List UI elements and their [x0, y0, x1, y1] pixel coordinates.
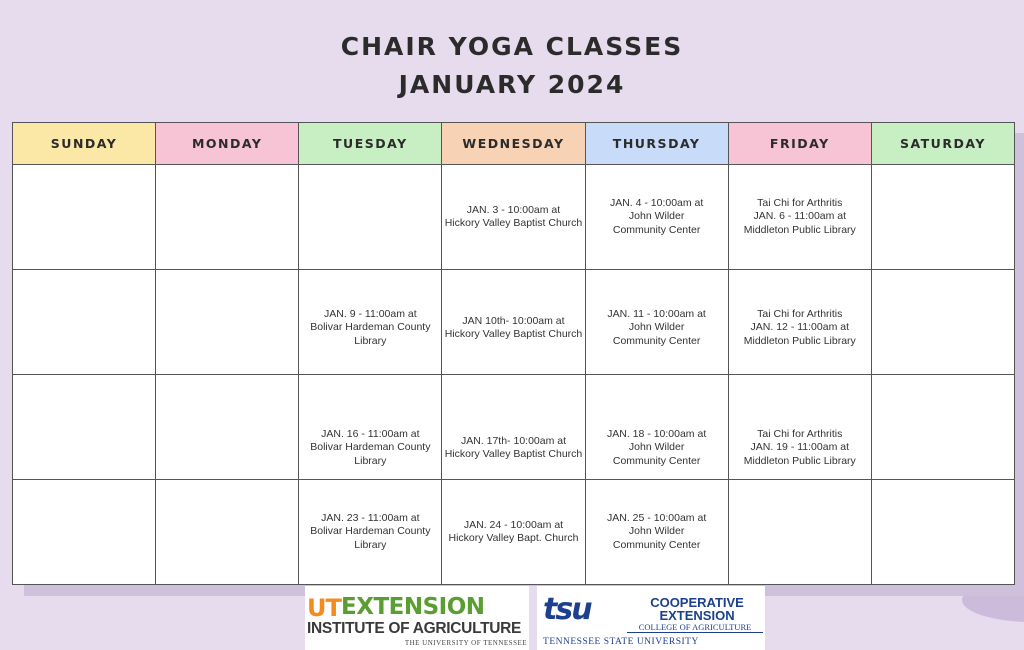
class-entry-line: Tai Chi for Arthritis	[757, 427, 843, 440]
tsu-cooperative-text: COOPERATIVE	[650, 595, 744, 610]
calendar-cell-saturday	[871, 480, 1014, 585]
calendar-cell-sunday	[13, 480, 156, 585]
class-entry	[586, 386, 728, 469]
class-entry	[872, 406, 1014, 448]
class-entry-line: John Wilder	[628, 441, 685, 454]
ut-university-text: THE UNIVERSITY OF TENNESSEE	[404, 639, 528, 647]
calendar-cell-tuesday	[299, 480, 442, 585]
calendar-cell-wednesday	[442, 375, 585, 480]
class-entry-line: Middleton Public Library	[743, 334, 856, 347]
class-entry-line: JAN. 16 - 11:00am at	[321, 427, 420, 440]
calendar-cell-tuesday	[299, 375, 442, 480]
calendar-cell-wednesday	[442, 270, 585, 375]
page-title	[0, 28, 1024, 104]
tsu-university-text: TENNESSEE STATE UNIVERSITY	[543, 637, 699, 647]
class-entry-line: JAN. 12 - 11:00am at	[750, 321, 849, 334]
day-header-tuesday: TUESDAY	[299, 123, 442, 165]
class-entry	[13, 316, 155, 328]
class-entry	[872, 316, 1014, 328]
class-entry-line: JAN. 24 - 10:00am at	[463, 518, 564, 531]
class-entry-line: JAN. 25 - 10:00am at	[607, 511, 707, 524]
calendar-cell-sunday	[13, 270, 156, 375]
class-entry-line: Bolivar Hardeman County	[310, 525, 431, 538]
class-entry-line: John Wilder	[628, 210, 685, 223]
class-entry-line: JAN 10th- 10:00am at	[462, 314, 565, 327]
tsu-college-text: COLLEGE OF AGRICULTURE	[627, 622, 763, 633]
class-entry-line: Community Center	[612, 538, 701, 551]
calendar-cell-friday	[728, 480, 871, 585]
class-entry	[442, 393, 584, 462]
week-row	[13, 480, 1015, 585]
class-entry-line: JAN. 17th- 10:00am at	[460, 434, 567, 447]
day-header-row	[13, 123, 1015, 165]
class-entry	[299, 512, 441, 553]
class-entry-line: Library	[354, 538, 387, 551]
class-entry-line: Community Center	[612, 454, 701, 467]
class-entry	[299, 296, 441, 349]
class-entry-line: Tai Chi for Arthritis	[757, 196, 843, 209]
day-header-sunday: SUNDAY	[13, 123, 156, 165]
class-entry-line: Library	[354, 454, 387, 467]
calendar-cell-wednesday	[442, 480, 585, 585]
day-header-monday: MONDAY	[156, 123, 299, 165]
week-row	[13, 165, 1015, 270]
day-header-saturday: SATURDAY	[871, 123, 1014, 165]
tsu-cooperative-extension-logo	[529, 586, 765, 650]
class-entry-line: JAN. 19 - 11:00am at	[750, 441, 849, 454]
class-entry-line: Library	[354, 334, 387, 347]
calendar-cell-thursday	[585, 375, 728, 480]
class-entry-line: Hickory Valley Baptist Church	[444, 328, 583, 340]
footer-logos	[305, 586, 765, 650]
class-entry	[729, 386, 871, 469]
calendar-cell-thursday	[585, 480, 728, 585]
day-header-wednesday: WEDNESDAY	[442, 123, 585, 165]
calendar-cell-wednesday	[442, 165, 585, 270]
class-entry-line: Hickory Valley Bapt. Church	[448, 532, 579, 544]
class-entry-line: Community Center	[612, 223, 701, 236]
week-row	[13, 375, 1015, 480]
class-entry-line: Community Center	[612, 334, 701, 347]
class-entry-line: JAN. 11 - 10:00am at	[607, 307, 706, 320]
calendar-cell-saturday	[871, 270, 1014, 375]
calendar-body	[13, 165, 1015, 585]
calendar-cell-monday	[156, 480, 299, 585]
calendar-cell-tuesday	[299, 165, 442, 270]
class-entry-line: John Wilder	[628, 321, 685, 334]
ut-extension-logo	[305, 586, 529, 650]
class-entry-line: JAN. 23 - 11:00am at	[321, 511, 420, 524]
calendar-cell-friday	[728, 165, 871, 270]
calendar-cell-saturday	[871, 165, 1014, 270]
ut-mark: UT	[307, 594, 341, 622]
class-entry	[442, 204, 584, 231]
class-entry	[729, 296, 871, 349]
class-entry-line: Middleton Public Library	[743, 223, 856, 236]
calendar-cell-thursday	[585, 165, 728, 270]
calendar-cell-monday	[156, 375, 299, 480]
calendar-cell-friday	[728, 270, 871, 375]
calendar-cell-friday	[728, 375, 871, 480]
class-entry-line: JAN. 4 - 10:00am at	[609, 196, 704, 209]
class-entry	[586, 296, 728, 349]
class-entry	[156, 316, 298, 328]
class-entry	[156, 406, 298, 448]
class-entry-line: Middleton Public Library	[743, 454, 856, 467]
class-entry	[13, 406, 155, 448]
day-header-thursday: THURSDAY	[585, 123, 728, 165]
ut-institute-text: INSTITUTE OF AGRICULTURE	[307, 620, 522, 637]
calendar-cell-sunday	[13, 165, 156, 270]
title-line-1: CHAIR YOGA CLASSES	[340, 32, 684, 61]
class-entry-line: JAN. 18 - 10:00am at	[607, 427, 707, 440]
calendar-cell-tuesday	[299, 270, 442, 375]
ut-extension-text: EXTENSION	[341, 594, 485, 620]
class-entry-line: JAN. 6 - 11:00am at	[753, 210, 847, 223]
week-row	[13, 270, 1015, 375]
calendar-cell-saturday	[871, 375, 1014, 480]
calendar-table	[12, 122, 1015, 585]
class-entry-line: Tai Chi for Arthritis	[757, 307, 843, 320]
class-entry	[586, 197, 728, 238]
tsu-mark: tsu	[543, 592, 591, 627]
day-header-friday: FRIDAY	[728, 123, 871, 165]
tsu-extension-text: EXTENSION	[659, 608, 735, 623]
class-entry	[442, 303, 584, 342]
class-entry-line: Bolivar Hardeman County	[310, 441, 431, 454]
class-entry	[442, 519, 584, 546]
class-entry	[299, 386, 441, 469]
class-entry	[729, 197, 871, 238]
class-entry-line: JAN. 9 - 11:00am at	[324, 307, 417, 320]
class-entry-line: JAN. 3 - 10:00am at	[466, 203, 561, 216]
calendar-cell-monday	[156, 270, 299, 375]
class-entry	[586, 512, 728, 553]
class-entry-line: Hickory Valley Baptist Church	[444, 448, 583, 460]
calendar-cell-thursday	[585, 270, 728, 375]
title-line-2: JANUARY 2024	[398, 70, 626, 99]
class-entry-line: John Wilder	[628, 525, 685, 538]
class-entry-line: Bolivar Hardeman County	[310, 321, 431, 334]
calendar-cell-monday	[156, 165, 299, 270]
class-entry-line: Hickory Valley Baptist Church	[444, 217, 583, 229]
tsu-cooperative-block	[633, 596, 761, 622]
calendar-cell-sunday	[13, 375, 156, 480]
